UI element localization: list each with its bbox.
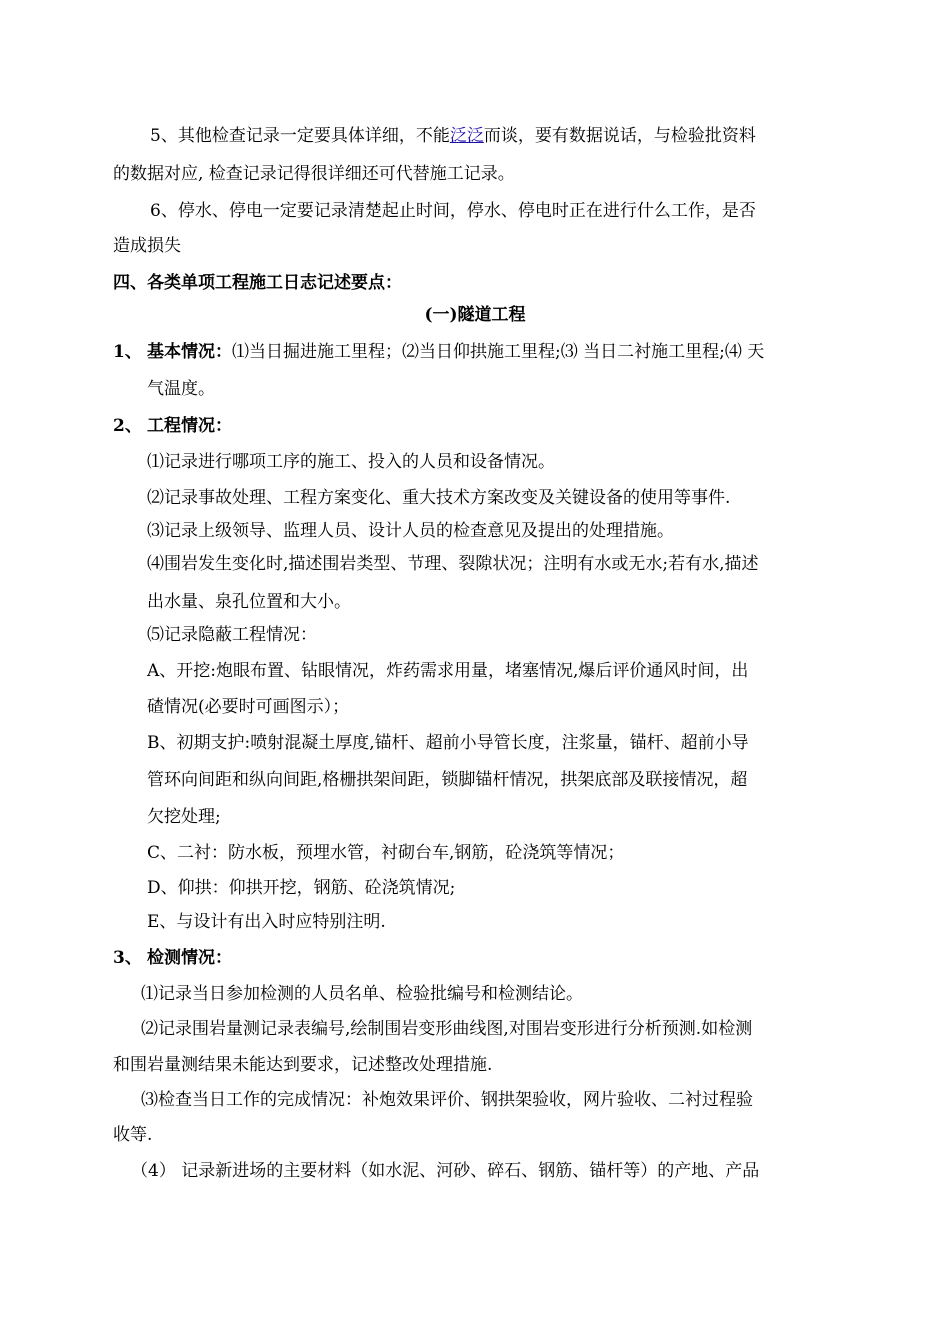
item-2-label: 工程情况： [147, 416, 232, 436]
item-1-text: ⑴当日掘进施工里程；⑵当日仰拱施工里程;⑶ 当日二衬施工里程;⑷ 天 [232, 342, 765, 362]
item-3-label: 检测情况： [147, 948, 232, 968]
paragraph-5-line-2: 的数据对应, 检查记录记得很详细还可代替施工记录。 [113, 164, 515, 184]
item-2-line: ⑷围岩发生变化时,描述围岩类型、节理、裂隙状况；注明有水或无水;若有水,描述 [147, 554, 759, 574]
item-2-line: ⑵记录事故处理、工程方案变化、重大技术方案改变及关键设备的使用等事件. [147, 488, 731, 508]
item-2-line: A、开挖:炮眼布置、钻眼情况，炸药需求用量，堵塞情况,爆后评价通风时间，出 [147, 661, 749, 681]
item-2-line: D、仰拱：仰拱开挖，钢筋、砼浇筑情况; [147, 878, 456, 898]
paragraph-6-line-1: 6、停水、停电一定要记录清楚起止时间，停水、停电时正在进行什么工作，是否 [150, 201, 756, 221]
paragraph-5-text-after: 而谈，要有数据说话，与检验批资料 [483, 126, 756, 146]
item-1-number: 1、 [113, 342, 142, 362]
item-2-line: 管环向间距和纵向间距,格栅拱架间距，锁脚锚杆情况，拱架底部及联接情况，超 [147, 770, 748, 790]
item-2-line: C、二衬：防水板，预埋水管，衬砌台车,钢筋，砼浇筑等情况； [147, 843, 625, 863]
item-2-line: 出水量、泉孔位置和大小。 [147, 592, 351, 612]
item-2-line: ⑸记录隐蔽工程情况： [147, 625, 317, 645]
paragraph-5-text-before: 5、其他检查记录一定要具体详细，不能 [150, 126, 450, 146]
item-2-line: ⑴记录进行哪项工序的施工、投入的人员和设备情况。 [147, 452, 555, 472]
item-1-line [147, 341, 764, 363]
item-3-line: ⑴记录当日参加检测的人员名单、检验批编号和检测结论。 [141, 984, 583, 1004]
item-2-number: 2、 [113, 416, 142, 436]
item-2-line: 碴情况(必要时可画图示）； [147, 697, 350, 717]
item-3-line: 收等. [113, 1125, 153, 1145]
hyperlink-fanfan[interactable]: 泛泛 [449, 126, 484, 146]
item-2-line: ⑶记录上级领导、监理人员、设计人员的检查意见及提出的处理措施。 [147, 521, 674, 541]
item-1-label: 基本情况： [147, 342, 232, 362]
paragraph-5-line-1 [150, 125, 756, 147]
item-2-line: B、初期支护:喷射混凝土厚度,锚杆、超前小导管长度，注浆量，锚杆、超前小导 [147, 733, 749, 753]
item-3-number: 3、 [113, 948, 142, 968]
section-4-heading: 四、各类单项工程施工日志记述要点： [113, 273, 402, 293]
item-3-line: ⑶检查当日工作的完成情况：补炮效果评价、钢拱架验收，网片验收、二衬过程验 [141, 1090, 753, 1110]
item-3-line: 和围岩量测结果未能达到要求，记述整改处理措施. [113, 1055, 493, 1075]
paragraph-6-line-2: 造成损失 [113, 236, 181, 256]
item-2-line: E、与设计有出入时应特别注明. [147, 912, 386, 932]
item-3-line: （4） 记录新进场的主要材料（如水泥、河砂、碎石、钢筋、锚杆等）的产地、产品 [131, 1161, 760, 1181]
item-2-line: 欠挖处理; [147, 807, 221, 827]
item-3-line: ⑵记录围岩量测记录表编号,绘制围岩变形曲线图,对围岩变形进行分析预测.如检测 [141, 1019, 753, 1039]
tunnel-subtitle: (一)隧道工程 [424, 305, 526, 325]
item-1-continuation: 气温度。 [147, 379, 215, 399]
